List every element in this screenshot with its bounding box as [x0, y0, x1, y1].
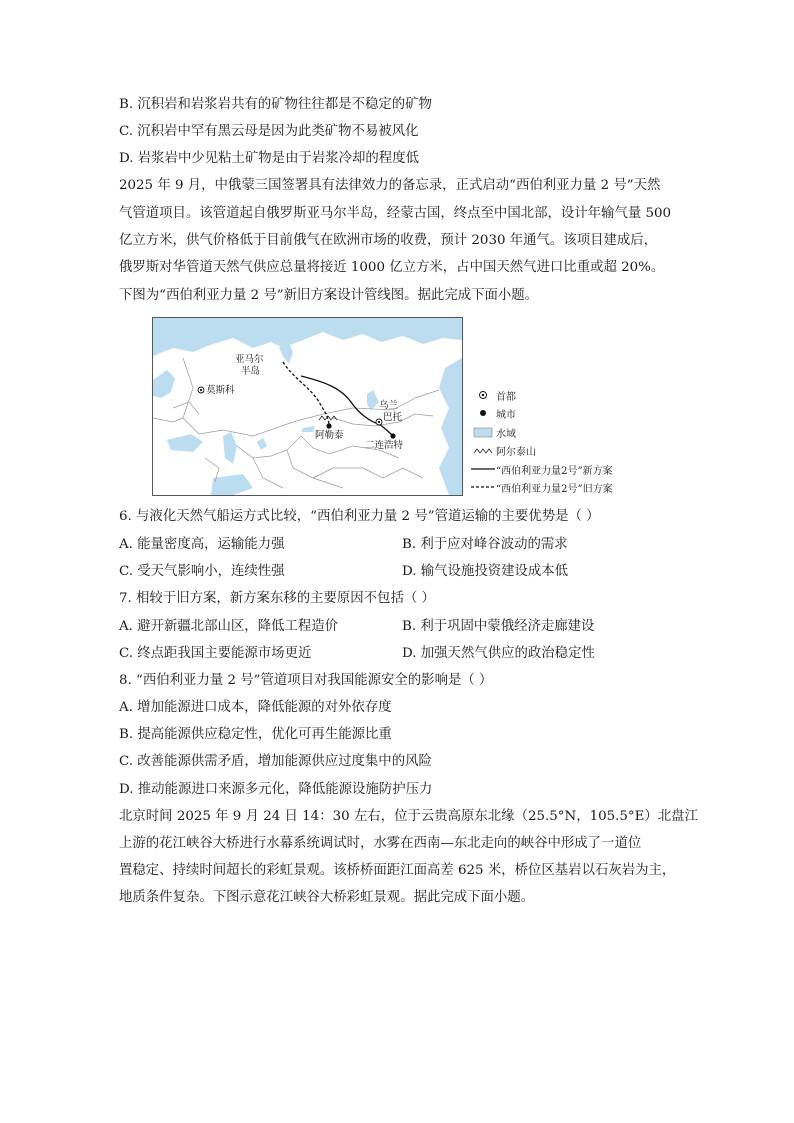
- q7-option-a: A. 避开新疆北部山区，降低工程造价: [119, 619, 339, 634]
- legend-old-plan: [470, 480, 613, 494]
- q5-option-c: C. 沉积岩中罕有黑云母是因为此类矿物不易被风化: [119, 124, 419, 139]
- q6-option-c: C. 受天气影响小，连续性强: [119, 564, 285, 579]
- mountain-icon: [470, 445, 496, 455]
- label-altay: 阿勒泰: [315, 430, 344, 441]
- label-ulaanbaatar: 乌兰: [379, 400, 399, 411]
- legend-new-plan: [470, 462, 613, 476]
- altay-city-icon: [326, 423, 331, 428]
- legend-water-label: 水域: [496, 428, 516, 440]
- q5-option-b: B. 沉积岩和岩浆岩共有的矿物往往都是不稳定的矿物: [119, 97, 432, 112]
- map-legend: [470, 388, 670, 498]
- legend-city: [470, 406, 516, 420]
- dashed-line-icon: [470, 484, 496, 490]
- legend-capital-label: 首都: [496, 391, 516, 403]
- q8-option-b: B. 提高能源供应稳定性，优化可再生能源比重: [119, 727, 392, 742]
- q8-option-d: D. 推动能源进口来源多元化，降低能源设施防护压力: [119, 782, 433, 797]
- label-moscow: 莫斯科: [206, 385, 235, 396]
- q6-stem: 6. 与液化天然气船运方式比较，“西伯利亚力量 2 号”管道运输的主要优势是（ ）: [119, 509, 600, 524]
- q7-option-c: C. 终点距我国主要能源市场更近: [119, 646, 312, 661]
- pacific-ocean: [439, 358, 462, 495]
- legend-new-plan-label: “西伯利亚力量2号”新方案: [496, 465, 613, 477]
- passage1-line-2: 气管道项目。该管道起自俄罗斯亚马尔半岛，经蒙古国，终点至中国北部，设计年输气量 500: [119, 206, 672, 221]
- passage1-line-1: 2025 年 9 月，中俄蒙三国签署具有法律效力的备忘录，正式启动“西伯利亚力量 2 号”天然: [119, 178, 661, 193]
- label-ulaanbaatar-2: 巴托: [383, 412, 403, 423]
- q6-option-b: B. 利于应对峰谷波动的需求: [402, 537, 568, 552]
- q7-option-b: B. 利于巩固中蒙俄经济走廊建设: [402, 619, 595, 634]
- passage1-line-5: 下图为“西伯利亚力量 2 号”新旧方案设计管线图。据此完成下面小题。: [119, 288, 539, 303]
- q7-option-d: D. 加强天然气供应的政治稳定性: [402, 646, 595, 661]
- pipeline-map: [152, 317, 463, 496]
- passage2-line-2: 上游的花江峡谷大桥进行水幕系统调试时，水雾在西南—东北走向的峡谷中形成了一道位: [119, 836, 642, 851]
- q5-option-d: D. 岩浆岩中少见粘土矿物是由于岩浆冷却的程度低: [119, 151, 419, 166]
- legend-old-plan-label: “西伯利亚力量2号”旧方案: [496, 483, 613, 495]
- legend-mountain-label: 阿尔泰山: [496, 446, 536, 458]
- water-icon: [470, 427, 496, 438]
- erenhot-city-icon: [390, 433, 395, 438]
- legend-city-label: 城市: [496, 409, 516, 421]
- q6-option-d: D. 输气设施投资建设成本低: [402, 564, 569, 579]
- legend-water: [470, 425, 516, 439]
- q7-stem: 7. 相较于旧方案，新方案东移的主要原因不包括（ ）: [119, 591, 435, 606]
- q8-stem: 8. “西伯利亚力量 2 号”管道项目对我国能源安全的影响是（ ）: [119, 673, 493, 688]
- q8-option-c: C. 改善能源供需矛盾，增加能源供应过度集中的风险: [119, 754, 432, 769]
- legend-capital: [470, 388, 516, 402]
- passage2-line-1: 北京时间 2025 年 9 月 24 日 14：30 左右，位于云贵高原东北缘（25.5°N，105.5°E）北盘江: [119, 809, 698, 824]
- label-yamal: 亚马尔: [235, 354, 264, 365]
- capital-icon: [470, 390, 496, 400]
- city-icon: [470, 408, 496, 418]
- passage2-line-4: 地质条件复杂。下图示意花江峡谷大桥彩虹景观。据此完成下面小题。: [119, 890, 535, 905]
- legend-mountain: [470, 443, 536, 457]
- passage1-line-4: 俄罗斯对华管道天然气供应总量将接近 1000 亿立方米，占中国天然气进口比重或超 20%。: [119, 260, 665, 275]
- label-yamal-2: 半岛: [241, 366, 261, 377]
- label-erenhot: 二连浩特: [365, 440, 404, 451]
- passage1-line-3: 亿立方米，供气价格低于目前俄气在欧洲市场的收费，预计 2030 年通气。该项目建成后，: [119, 233, 658, 248]
- map-graphic: [153, 318, 462, 495]
- passage2-line-3: 置稳定、持续时间超长的彩虹景观。该桥桥面距江面高差 625 米，桥位区基岩以石灰岩为主，: [119, 863, 676, 878]
- solid-line-icon: [470, 466, 496, 472]
- q6-option-a: A. 能量密度高，运输能力强: [119, 537, 285, 552]
- q8-option-a: A. 增加能源进口成本，降低能源的对外依存度: [119, 700, 392, 715]
